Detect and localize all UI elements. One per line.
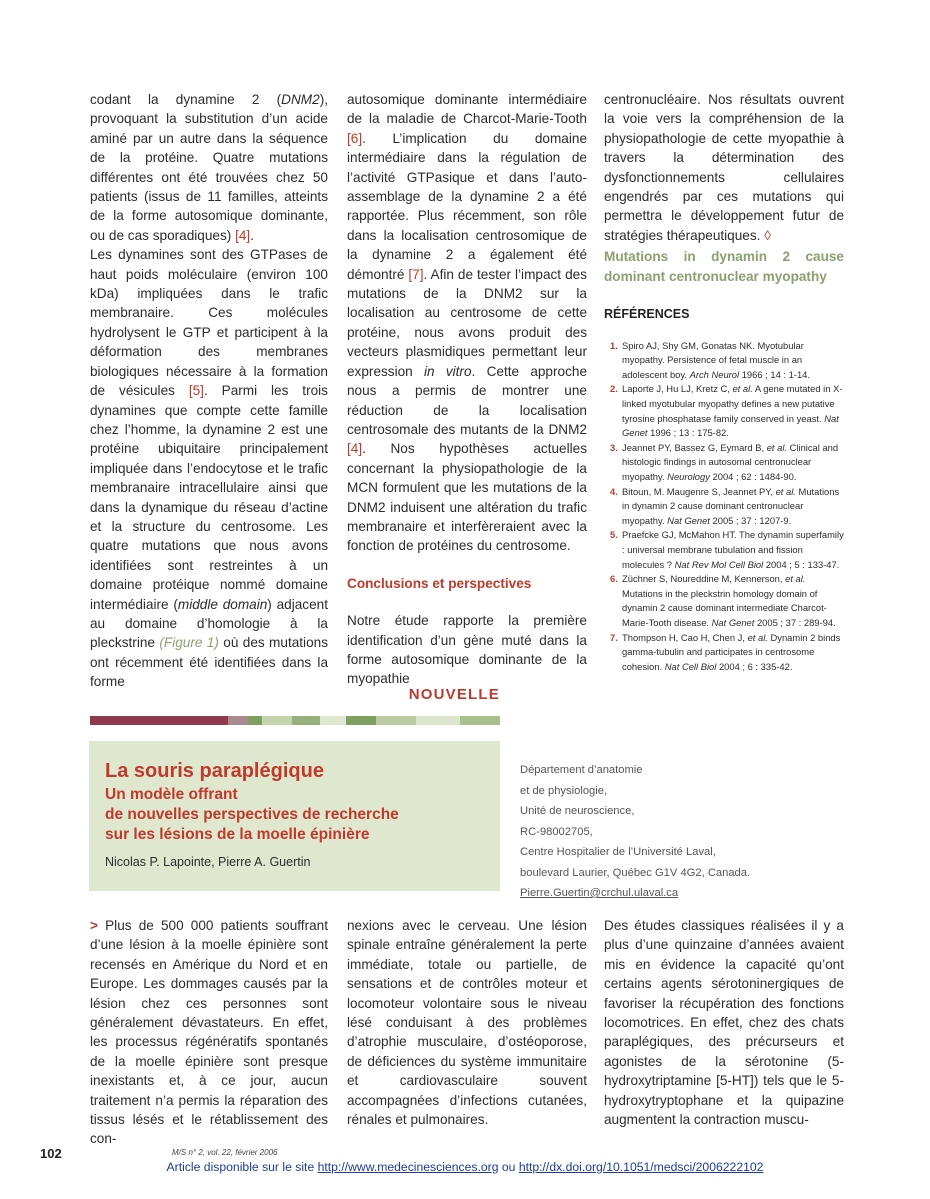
reference-number: 3.: [610, 441, 618, 453]
top-column-1: [90, 90, 328, 692]
reference-item: [604, 339, 844, 383]
reference-italic: et al.: [766, 441, 788, 453]
doi-link[interactable]: http://dx.doi.org/10.1051/medsci/2006222102: [518, 1160, 764, 1174]
subtitle-line: Un modèle offrant: [105, 786, 238, 803]
text: . Cette approche nous a permis de montrer une réduction de la localisation centrosomale des mutants de la DNM2: [347, 363, 587, 437]
article-subtitle: [105, 785, 484, 845]
references-heading: RÉFÉRENCES: [604, 307, 690, 322]
article-title: La souris paraplégique: [105, 760, 324, 782]
citation-link[interactable]: [4]: [235, 227, 251, 243]
affiliation-line: Département d’anatomie: [520, 764, 643, 776]
paragraph: [90, 916, 328, 1149]
text: .: [250, 227, 254, 243]
color-bar-segment: [376, 716, 416, 725]
color-bar-segment: [136, 716, 182, 725]
reference-italic: et al.: [747, 631, 768, 643]
text: codant la dynamine 2 (: [90, 92, 282, 107]
reference-text: Thompson H, Cao H, Chen J,: [622, 631, 748, 643]
reference-italic: Nat Rev Mol Cell Biol: [674, 558, 764, 570]
reference-text: A gene mutated in X-linked myotubular myopathy defines a new putative tyrosine phosphatase family conserved in yeast.: [622, 383, 843, 424]
reference-number: 1.: [610, 339, 618, 351]
availability-footer: [0, 1160, 930, 1174]
reference-text: Jeannet PY, Bassez G, Eymard B,: [622, 441, 767, 453]
reference-text: Mutations in the pleckstrin homology domain of dynamin 2 cause dominant intermediate Charcot-Marie-Tooth disease.: [622, 587, 827, 628]
authors: Nicolas P. Lapointe, Pierre A. Guertin: [105, 855, 311, 869]
color-bar-segment: [90, 716, 136, 725]
affiliation-line: Unité de neuroscience,: [520, 805, 635, 817]
reference-text: 2005 ; 37 : 1207-9.: [709, 514, 792, 526]
section-heading: Conclusions et perspectives: [347, 575, 532, 591]
reference-number: 7.: [610, 631, 618, 643]
citation-link[interactable]: [4]: [347, 441, 363, 457]
section-label: NOUVELLE: [408, 686, 500, 703]
reference-item: [604, 631, 844, 675]
affiliation-line: Centre Hospitalier de l’Université Laval,: [520, 846, 716, 858]
text: . Nos hypothèses actuelles concernant la physiopathologie de la MCN formulent que les mutations de la DNM2 induisent une altération du trafic membranaire et interfèreraient avec la fonction de protéines du centrosome.: [347, 441, 587, 554]
paragraph: [90, 245, 328, 691]
paragraph: Notre étude rapporte la première identification d’un gène muté dans la forme autosomique dominante de la myopathie: [347, 613, 587, 687]
reference-number: 5.: [610, 529, 618, 541]
reference-italic: Neurology: [667, 471, 710, 482]
text: ), provoquant la substitution d’un acide aminé par un autre dans la séquence de la protéine. Quatre mutations différentes ont été trouvées chez 50 patients (issus de 11 familles, atteints de la forme autosomique dominante, ou de cas sporadiques): [90, 92, 328, 243]
reference-italic: et al.: [732, 383, 753, 395]
color-bar-segment: [320, 716, 346, 725]
reference-italic: et al.: [785, 573, 806, 585]
color-bar-segment: [460, 716, 500, 725]
reference-text: Mutations in dynamin 2 cause dominant centronuclear myopathy.: [622, 485, 840, 526]
reference-item: [604, 572, 844, 630]
paragraph: [90, 90, 328, 245]
color-bar-segment: [182, 716, 228, 725]
reference-italic: Arch Neurol: [689, 368, 740, 380]
bottom-column-3: [604, 916, 844, 1129]
reference-item: [604, 528, 844, 572]
reference-text: 2004 ; 6 : 335-42.: [716, 660, 793, 672]
english-summary: Mutations in dynamin 2 cause dominant centronuclear myopathy: [604, 249, 844, 285]
italic-term: in vitro: [424, 363, 472, 379]
journal-citation: M/S n° 2, vol. 22, février 2006: [172, 1148, 278, 1157]
text: où des mutations ont récemment été identifiées dans la forme: [90, 635, 328, 690]
text: Les dynamines sont des GTPases de haut poids moléculaire (environ 100 kDa) impliquées dans le trafic membranaire. Ces molécules hydrolysent le GTP et participent à la déformation des membranes biologiques nécessaire à la formation de vésicules: [90, 247, 328, 399]
italic-term: middle domain: [177, 596, 268, 612]
color-bar-segment: [248, 716, 262, 725]
footer-text: Article disponible sur le site: [166, 1160, 318, 1174]
reference-text: Züchner S, Noureddine M, Kennerson,: [622, 573, 786, 585]
reference-text: Bitoun, M. Maugenre S, Jeannet PY,: [622, 485, 776, 497]
top-column-3: [604, 90, 844, 674]
decorative-color-bar: [90, 716, 500, 725]
reference-text: 1996 ; 13 : 175-82.: [647, 427, 729, 439]
reference-text: 1966 ; 14 : 1-14.: [739, 368, 810, 380]
bottom-column-2: [347, 916, 587, 1129]
paragraph: nexions avec le cerveau. Une lésion spinale entraîne généralement la perte immédiate, totale ou partielle, de sensations et de contrôles moteur et locomoteur volontaire sous le niveau lésé conduisant à des problèmes d’atrophie musculaire, d’ostéoporose, de déficiences du système immunitaire et cardiovasculaire souvent accompagnées d’infections cutanées, rénales et pulmonaires.: [347, 918, 587, 1128]
bottom-column-1: [90, 916, 328, 1149]
affiliation-line: RC-98002705,: [520, 825, 593, 838]
reference-text: Praefcke GJ, McMahon HT. The dynamin superfamily : universal membrane tubulation and fission molecules ?: [622, 529, 844, 570]
reference-text: Dynamin 2 binds gamma-tubulin and participates in centrosome cohesion.: [622, 631, 841, 672]
reference-italic: Nat Genet: [667, 514, 710, 526]
end-mark-icon: ◊: [764, 227, 771, 243]
reference-italic: Nat Genet: [711, 616, 755, 628]
color-bar-segment: [346, 716, 376, 725]
chevron-right-icon: >: [90, 918, 98, 933]
figure-link[interactable]: (Figure 1): [159, 635, 219, 651]
paragraph: [604, 90, 844, 245]
reference-item: [604, 382, 844, 440]
subtitle-line: de nouvelles perspectives de recherche: [105, 806, 399, 823]
affiliation-line: et de physiologie,: [520, 784, 608, 797]
reference-text: 2004 ; 5 : 133-47.: [763, 558, 840, 570]
page-number: 102: [40, 1146, 62, 1161]
website-link[interactable]: http://www.medecinesciences.org: [317, 1160, 499, 1174]
top-column-2: [347, 90, 587, 689]
text: ) adjacent au domaine d’homologie à la pleckstrine: [90, 596, 328, 651]
reference-number: 2.: [610, 383, 618, 395]
reference-text: Laporte J, Hu LJ, Kretz C,: [622, 383, 733, 395]
article-title-box: [89, 741, 500, 891]
reference-italic: Nat Genet: [622, 412, 839, 439]
footer-text: ou: [498, 1160, 519, 1174]
text: centronucléaire. Nos résultats ouvrent la voie vers la compréhension de la physiopathologie de cette myopathie à travers la détermination des dysfonctionnements cellulaires engendrés par ces mutations qui permettra le développement futur de stratégies thérapeutiques.: [604, 92, 844, 243]
reference-text: Spiro AJ, Shy GM, Gonatas NK. Myotubular myopathy. Persistence of fetal muscle in an adolescent boy.: [622, 339, 804, 380]
reference-text: 2005 ; 37 : 289-94.: [754, 616, 836, 628]
email-link[interactable]: Pierre.Guertin@crchul.ulaval.ca: [520, 887, 679, 899]
reference-text: 2004 ; 62 : 1484-90.: [709, 471, 797, 482]
reference-item: [604, 441, 844, 485]
reference-number: 4.: [610, 485, 618, 497]
citation-link[interactable]: [5]: [188, 383, 204, 399]
gene-name: DNM2: [281, 92, 320, 107]
text: . Parmi les trois dynamines que compte cette famille chez l’homme, la dynamine 2 est une protéine ubiquitaire principalement impliquée dans l’endocytose et le trafic membranaire intracellulaire ainsi que dans la dynamique du réseau d’actine et la structure du centrosome. Les quatre mutations que nous avons identifiées sont restreintes à un domaine protéique nommé domaine intermédiaire (: [90, 383, 328, 612]
text: . Afin de tester l’impact des mutations de la DNM2 sur la localisation au centrosome de cette protéine, nous avons produit des vecteurs plasmidiques permettant leur expression: [347, 266, 587, 379]
reference-text: Clinical and histologic findings in autosomal centronuclear myopathy.: [622, 441, 839, 482]
subtitle-line: sur les lésions de la moelle épinière: [105, 826, 370, 843]
references-list: [604, 339, 844, 675]
citation-link[interactable]: [6]: [347, 130, 363, 146]
color-bar-segment: [416, 716, 460, 725]
reference-number: 6.: [610, 573, 618, 585]
color-bar-segment: [292, 716, 320, 725]
affiliation: [520, 760, 840, 904]
color-bar-segment: [262, 716, 292, 725]
reference-item: [604, 485, 844, 529]
text: Plus de 500 000 patients souffrant d’une lésion à la moelle épinière sont recensés en Amérique du Nord et en Europe. Les dommages causés par la lésion chez ces personnes sont généralement dévastateurs. En effet, les processus régénératifs spontanés de la moelle épinière sont presque inexistants et, à ce jour, aucun traitement n’a permis la réparation des tissus lésés et le rétablissement des con-: [90, 918, 329, 1147]
text: . L’implication du domaine intermédiaire dans la régulation de l’activité GTPasique et dans l’auto-assemblage de la dynamine 2 a été rapportée. Plus récemment, son rôle dans la localisation centrosomique de la dynamine 2 a également été démontré: [347, 130, 587, 282]
text: autosomique dominante intermédiaire de la maladie de Charcot-Marie-Tooth: [347, 92, 587, 127]
reference-italic: Nat Cell Biol: [664, 660, 717, 672]
color-bar-segment: [228, 716, 248, 725]
reference-italic: et al.: [775, 485, 796, 497]
citation-link[interactable]: [7]: [408, 266, 424, 282]
affiliation-line: boulevard Laurier, Québec G1V 4G2, Canada.: [520, 866, 751, 879]
paragraph: [347, 90, 587, 556]
paragraph: Des études classiques réalisées il y a plus d’une quinzaine d’années avaient mis en évidence la capacité qu’ont certains agents sérotoninergiques de favoriser la récupération des fonctions locomotrices. En effet, chez des chats paraplégiques, des précurseurs et agonistes de la sérotonine (5-hydroxytriptamine [5-HT]) tels que le 5-hydroxytryptophane et la quipazine augmentent la contraction muscu-: [604, 918, 844, 1128]
